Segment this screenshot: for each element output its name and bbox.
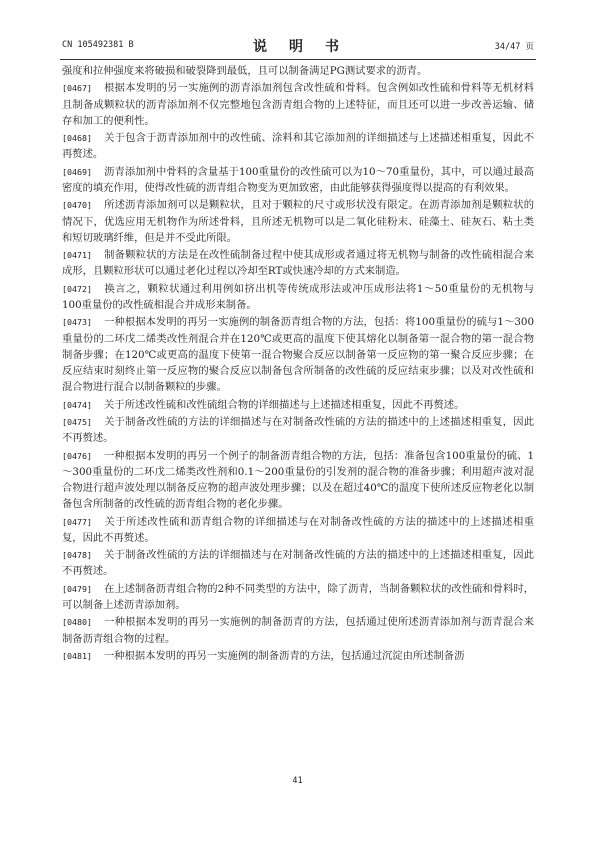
document-title: 说 明 书 (253, 39, 343, 55)
paragraph-number: [0481] (62, 650, 92, 661)
paragraph-text: 关于所述改性硫和沥青组合物的详细描述与在对制备改性硫的方法的描述中的上述描述相重复，因此不再赘述。 (62, 515, 534, 544)
paragraph-0474 (62, 397, 534, 413)
paragraph-text: 换言之，颗粒状通过利用例如挤出机等传统成形法或冲压成形法将1～50重量份的无机物与100重量份的改性硫相混合并成形来制备。 (62, 282, 534, 311)
paragraph-text: 沥青添加剂中骨料的含量基于100重量份的改性硫可以为10～70重量份，其中，可以通过最高密度的填充作用，使得改性硫的沥青组合物变为更加致密，由此能够获得强度得以提高的有利效果。 (62, 165, 534, 194)
page-header (62, 40, 534, 56)
paragraph-0476 (62, 448, 534, 513)
page-counter: 34/47 页 (494, 42, 534, 52)
paragraph-0477 (62, 514, 534, 546)
paragraph-text: 在上述制备沥青组合物的2种不同类型的方法中，除了沥青，当制备颗粒状的改性硫和骨料时，可以制备上述沥青添加剂。 (62, 582, 534, 611)
paragraph-0480 (62, 614, 534, 646)
paragraph-number: [0469] (62, 166, 92, 177)
paragraph-0471 (62, 247, 534, 279)
document-body (62, 63, 534, 665)
paragraph-number: [0473] (62, 317, 92, 328)
patent-number: CN 105492381 B (62, 40, 134, 50)
paragraph-0479 (62, 581, 534, 613)
page-number: 41 (292, 776, 303, 786)
paragraph-number: [0472] (62, 283, 92, 294)
paragraph-text: 关于所述改性硫和改性硫组合物的详细描述与上述描述相重复，因此不再赘述。 (103, 398, 465, 411)
paragraph-0472 (62, 281, 534, 313)
paragraph-0470 (62, 197, 534, 246)
paragraph-0469 (62, 164, 534, 196)
paragraph-0481 (62, 648, 534, 664)
paragraph-number: [0471] (62, 250, 92, 261)
paragraph-text: 一种根据本发明的再另一实施例的制备沥青的方法，包括通过使所述沥青添加剂与沥青混合来制备沥青组合物的过程。 (62, 616, 534, 645)
paragraph-text: 根据本发明的另一实施例的沥青添加剂包含改性硫和骨料。包含例如改性硫和骨料等无机材料且制备成颗粒状的沥青添加剂不仅完整地包含沥青组合物的上述特征，而且还可以进一步改善运输、储存和加工的便利性。 (62, 82, 534, 127)
paragraph-text: 一种根据本发明的再另一实施例的制备沥青组合物的方法，包括：将100重量份的硫与1～300重量份的二环戊二烯类改性剂混合并在120℃或更高的温度下使其熔化以制备第一混合物的第一混合物制备步骤；在120℃或更高的温度下使第一混合物聚合反应以制备第一反应物的第一聚合反应步骤；在反应结束时刻终止第一反应物的聚合反应以制备包含所制备的改性硫的反应结束步骤；以及对改性硫和混合物进行混合以制备颗粒的步骤。 (62, 316, 534, 394)
paragraph-text: 一种根据本发明的再另一个例子的制备沥青组合物的方法，包括：准备包含100重量份的硫、1～300重量份的二环戊二烯类改性剂和0.1～200重量份的引发剂的混合物的准备步骤；利用超声波对混合物进行超声波处理以制备反应物的超声波处理步骤；以及在超过40℃的温度下使所述反应物老化以制备包含所制备的改性硫的沥青组合物的老化步骤。 (62, 449, 534, 511)
paragraph-number: [0467] (62, 83, 92, 94)
paragraph-number: [0475] (62, 416, 92, 427)
paragraph-0475 (62, 414, 534, 446)
paragraph-text: 关于制备改性硫的方法的详细描述与在对制备改性硫的方法的描述中的上述描述相重复，因此不再赘述。 (62, 549, 534, 578)
paragraph-number: [0476] (62, 450, 92, 461)
paragraph-0478 (62, 547, 534, 579)
paragraph-0467 (62, 80, 534, 129)
paragraph-text: 制备颗粒状的方法是在改性硫制备过程中使其成形或者通过将无机物与制备的改性硫相混合来成形，且颗粒形状可以通过老化过程以冷却至RT或快速冷却的方式来制造。 (62, 249, 534, 278)
paragraph-number: [0480] (62, 617, 92, 628)
paragraph-text: 关于制备改性硫的方法的详细描述与在对制备改性硫的方法的描述中的上述描述相重复，因此不再赘述。 (62, 415, 534, 445)
paragraph-number: [0477] (62, 516, 92, 527)
paragraph-number: [0474] (62, 399, 92, 410)
paragraph-text: 关于包含于沥青添加剂中的改性硫、涂料和其它添加剂的详细描述与上述描述相重复，因此不再赘述。 (62, 132, 534, 161)
paragraph-text: 强度和拉伸强度来将破损和破裂降到最低，且可以制备满足PG测试要求的沥青。 (62, 65, 428, 77)
paragraph-number: [0479] (62, 583, 92, 594)
header-rule (60, 59, 536, 60)
paragraph-number: [0468] (62, 133, 92, 144)
paragraph-0473 (62, 314, 534, 395)
paragraph-text: 一种根据本发明的再另一实施例的制备沥青的方法，包括通过沉淀由所述制备沥 (103, 649, 465, 662)
paragraph-number: [0478] (62, 550, 92, 561)
paragraph-continued (62, 63, 534, 79)
paragraph-number: [0470] (62, 200, 92, 211)
paragraph-0468 (62, 130, 534, 162)
paragraph-text: 所述沥青添加剂可以是颗粒状，且对于颗粒的尺寸或形状没有限定。在沥青添加剂是颗粒状的情况下，优选应用无机物作为所述骨料，且所述无机物可以是二氧化硅粉末、硅藻土、硅灰石、粘土类和短切玻璃纤维，但是并不受此所限。 (62, 199, 534, 244)
